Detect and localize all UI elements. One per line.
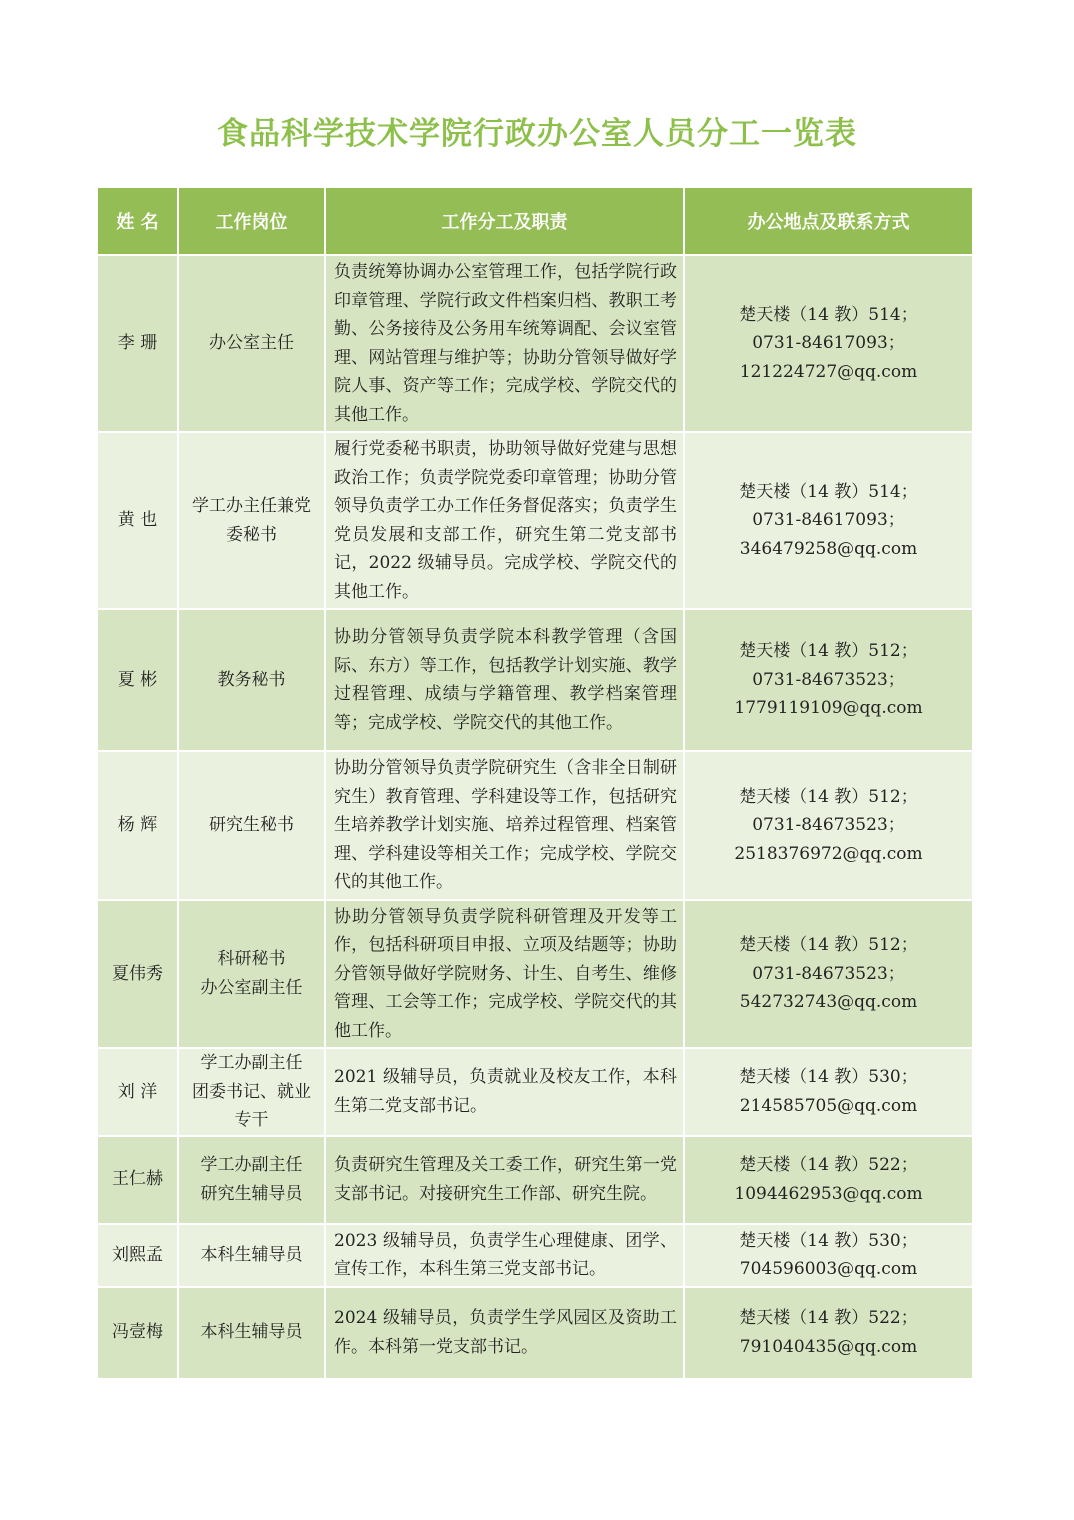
cell-name: 夏伟秀 <box>97 900 178 1049</box>
contact-email: 791040435@qq.com <box>739 1336 918 1357</box>
table-row <box>97 1287 973 1379</box>
cell-name: 刘 洋 <box>97 1048 178 1136</box>
contact-email: 542732743@qq.com <box>739 992 918 1012</box>
cell-contact <box>684 900 973 1049</box>
contact-office: 楚天楼（14 教）512； <box>739 935 918 955</box>
contact-email: 121224727@qq.com <box>739 361 918 382</box>
position-line: 办公室主任 <box>209 333 294 354</box>
cell-position <box>178 1224 325 1287</box>
cell-duties: 协助分管领导负责学院本科教学管理（含国际、东方）等工作，包括教学计划实施、教学过程管理、成绩与学籍管理、教学档案管理等；完成学校、学院交代的其他工作。 <box>325 609 684 751</box>
header-position: 工作岗位 <box>178 187 325 255</box>
position-line: 学工办副主任 <box>200 1053 303 1073</box>
cell-position <box>178 900 325 1049</box>
cell-name: 黄 也 <box>97 432 178 609</box>
cell-duties: 2023 级辅导员，负责学生心理健康、团学、宣传工作，本科生第三党支部书记。 <box>325 1224 684 1287</box>
position-line: 团委书记、就业 <box>192 1081 311 1102</box>
table-header-row <box>97 187 973 255</box>
cell-duties: 协助分管领导负责学院科研管理及开发等工作，包括科研项目申报、立项及结题等；协助分管领导做好学院财务、计生、自考生、维修管理、工会等工作；完成学校、学院交代的其他工作。 <box>325 900 684 1049</box>
cell-duties: 负责统筹协调办公室管理工作，包括学院行政印章管理、学院行政文件档案归档、教职工考勤、公务接待及公务用车统筹调配、会议室管理、网站管理与维护等；协助分管领导做好学院人事、资产等工作；完成学校、学院交代的其他工作。 <box>325 255 684 432</box>
cell-contact <box>684 255 973 432</box>
contact-phone: 0731-84617093； <box>752 510 905 531</box>
header-contact: 办公地点及联系方式 <box>684 187 973 255</box>
contact-phone: 0731-84673523； <box>752 963 905 984</box>
page-title: 食品科学技术学院行政办公室人员分工一览表 <box>217 116 857 152</box>
cell-contact <box>684 609 973 751</box>
cell-name: 杨 辉 <box>97 751 178 900</box>
contact-phone: 0731-84673523； <box>752 669 905 690</box>
cell-name: 冯壹梅 <box>97 1287 178 1379</box>
position-line: 专干 <box>234 1110 269 1130</box>
position-line: 本科生辅导员 <box>200 1244 303 1265</box>
contact-office: 楚天楼（14 教）530； <box>739 1067 918 1088</box>
cell-position <box>178 432 325 609</box>
table-row <box>97 609 973 751</box>
table-row <box>97 900 973 1049</box>
contact-office: 楚天楼（14 教）514； <box>739 481 918 502</box>
contact-phone: 0731-84673523； <box>752 815 905 835</box>
contact-office: 楚天楼（14 教）512； <box>739 786 918 807</box>
position-line: 研究生辅导员 <box>200 1183 303 1204</box>
table-row <box>97 1136 973 1224</box>
cell-name: 夏 彬 <box>97 609 178 751</box>
cell-position <box>178 1048 325 1136</box>
cell-name: 王仁赫 <box>97 1136 178 1224</box>
cell-duties: 协助分管领导负责学院研究生（含非全日制研究生）教育管理、学科建设等工作，包括研究生培养教学计划实施、培养过程管理、档案管理、学科建设等相关工作；完成学校、学院交代的其他工作。 <box>325 751 684 900</box>
cell-duties: 负责研究生管理及关工委工作，研究生第一党支部书记。对接研究生工作部、研究生院。 <box>325 1136 684 1224</box>
cell-contact <box>684 751 973 900</box>
position-line: 本科生辅导员 <box>200 1322 303 1343</box>
position-line: 委秘书 <box>226 524 277 545</box>
contact-email: 346479258@qq.com <box>739 538 918 559</box>
cell-contact <box>684 432 973 609</box>
position-line: 教务秘书 <box>217 669 286 690</box>
cell-contact <box>684 1048 973 1136</box>
cell-contact <box>684 1287 973 1379</box>
table-row <box>97 1224 973 1287</box>
cell-name: 刘熙孟 <box>97 1224 178 1287</box>
position-line: 研究生秘书 <box>209 815 294 835</box>
cell-contact <box>684 1224 973 1287</box>
contact-email: 704596003@qq.com <box>739 1259 918 1279</box>
cell-position <box>178 1136 325 1224</box>
contact-email: 214585705@qq.com <box>739 1095 918 1116</box>
cell-contact <box>684 1136 973 1224</box>
position-line: 学工办副主任 <box>200 1155 303 1175</box>
cell-duties: 2024 级辅导员，负责学生学风园区及资助工作。本科第一党支部书记。 <box>325 1287 684 1379</box>
contact-office: 楚天楼（14 教）530； <box>739 1230 918 1251</box>
contact-office: 楚天楼（14 教）522； <box>739 1155 918 1175</box>
cell-duties: 履行党委秘书职责，协助领导做好党建与思想政治工作；负责学院党委印章管理；协助分管领导负责学工办工作任务督促落实；负责学生党员发展和支部工作，研究生第二党支部书记，2022 级辅导员。完成学校、学院交代的其他工作。 <box>325 432 684 609</box>
cell-position <box>178 255 325 432</box>
table-row <box>97 1048 973 1136</box>
table-row <box>97 255 973 432</box>
cell-duties: 2021 级辅导员，负责就业及校友工作，本科生第二党支部书记。 <box>325 1048 684 1136</box>
cell-position <box>178 1287 325 1379</box>
cell-name: 李 珊 <box>97 255 178 432</box>
header-duties: 工作分工及职责 <box>325 187 684 255</box>
header-name: 姓 名 <box>97 187 178 255</box>
cell-position <box>178 751 325 900</box>
staff-table <box>96 186 974 1380</box>
cell-position <box>178 609 325 751</box>
contact-office: 楚天楼（14 教）512； <box>739 641 918 662</box>
table-row <box>97 432 973 609</box>
contact-office: 楚天楼（14 教）514； <box>739 304 918 325</box>
position-line: 学工办主任兼党 <box>192 496 311 516</box>
contact-office: 楚天楼（14 教）522； <box>739 1308 918 1328</box>
position-line: 科研秘书 <box>217 949 286 970</box>
contact-email: 1779119109@qq.com <box>734 698 923 719</box>
contact-phone: 0731-84617093； <box>752 333 905 354</box>
contact-email: 2518376972@qq.com <box>734 843 923 864</box>
position-line: 办公室副主任 <box>200 977 303 998</box>
table-row <box>97 751 973 900</box>
contact-email: 1094462953@qq.com <box>734 1183 923 1204</box>
